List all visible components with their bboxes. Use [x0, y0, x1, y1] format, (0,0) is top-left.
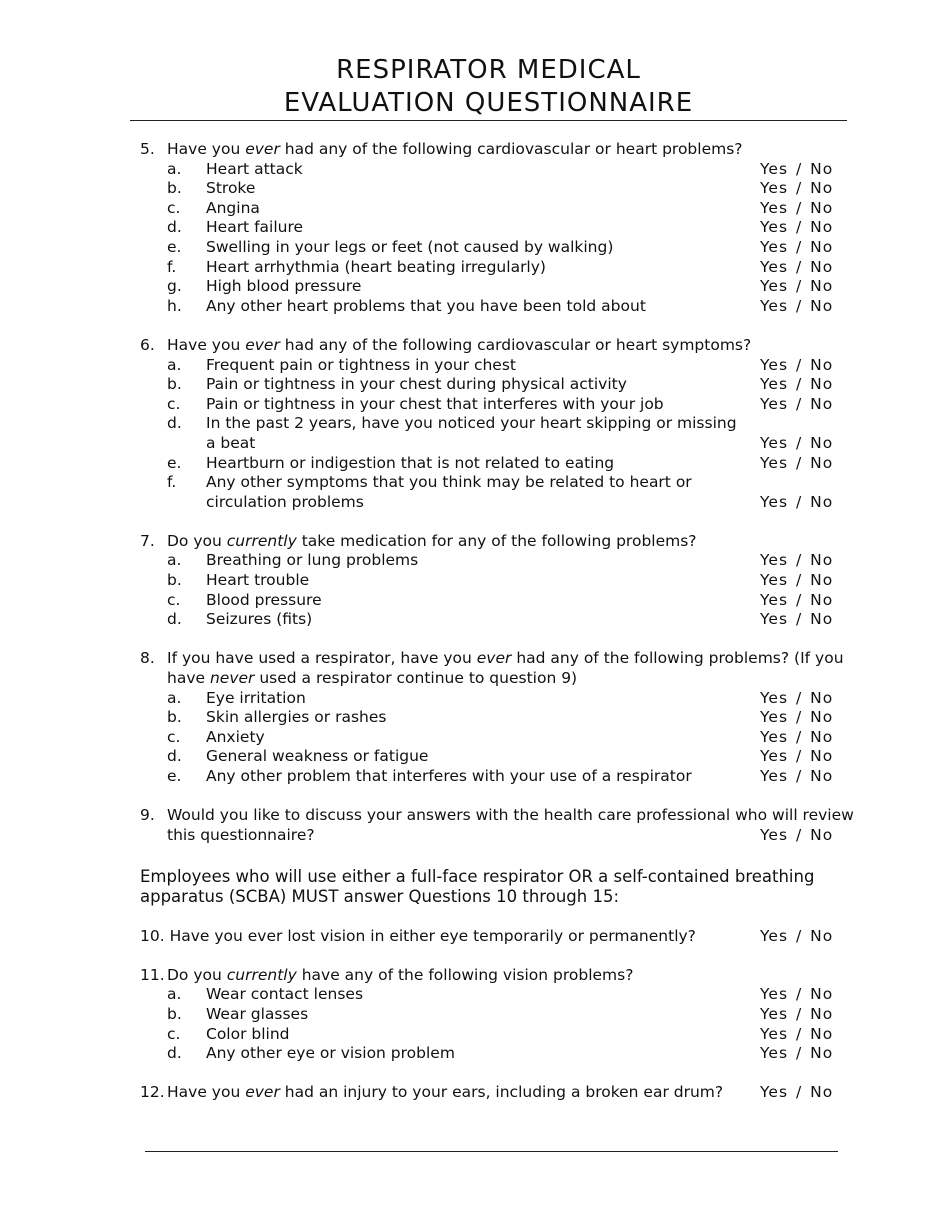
- q5-item-g: g. High blood pressure Yes / No: [167, 277, 834, 296]
- yes-no-answer[interactable]: Yes / No: [760, 1024, 834, 1043]
- q6-item-a: a. Frequent pain or tightness in your chest Yes / No: [167, 355, 834, 374]
- yes-no-answer[interactable]: Yes / No: [760, 375, 834, 394]
- q6-item-e: e. Heartburn or indigestion that is not related to eating Yes / No: [167, 453, 834, 472]
- yes-no-answer[interactable]: Yes / No: [760, 926, 834, 945]
- yes-no-answer[interactable]: Yes / No: [760, 179, 834, 198]
- yes-no-answer[interactable]: Yes / No: [760, 727, 834, 746]
- q6-item-f: f. Any other symptoms that you think may be related to heart or: [167, 473, 692, 492]
- yes-no-answer[interactable]: Yes / No: [760, 394, 834, 413]
- question-number: 5.: [140, 140, 155, 158]
- question-5: 5. Have you ever had any of the following cardiovascular or heart problems?: [140, 140, 743, 158]
- title-divider: [130, 120, 847, 121]
- q6-item-d-cont: a beat Yes / No: [206, 433, 834, 452]
- q7-item-c: c. Blood pressure Yes / No: [167, 590, 834, 609]
- yes-no-answer[interactable]: Yes / No: [760, 825, 834, 844]
- yes-no-answer[interactable]: Yes / No: [760, 985, 834, 1004]
- q11-item-c: c. Color blind Yes / No: [167, 1024, 834, 1043]
- yes-no-answer[interactable]: Yes / No: [760, 1004, 834, 1023]
- title-line-2: EVALUATION QUESTIONNAIRE: [283, 88, 694, 118]
- yes-no-answer[interactable]: Yes / No: [760, 1083, 834, 1102]
- q6-item-b: b. Pain or tightness in your chest during physical activity Yes / No: [167, 375, 834, 394]
- q11-item-b: b. Wear glasses Yes / No: [167, 1004, 834, 1023]
- q7-item-d: d. Seizures (fits) Yes / No: [167, 610, 834, 629]
- q8-item-e: e. Any other problem that interferes with your use of a respirator Yes / No: [167, 767, 834, 785]
- q5-item-a: a. Heart attack Yes / No: [167, 159, 834, 178]
- yes-no-answer[interactable]: Yes / No: [760, 747, 834, 766]
- question-number: 9.: [140, 806, 155, 825]
- q8-item-a: a. Eye irritation Yes / No: [167, 688, 834, 707]
- question-7: 7. Do you currently take medication for any of the following problems?: [140, 531, 697, 550]
- yes-no-answer[interactable]: Yes / No: [760, 767, 834, 785]
- yes-no-answer[interactable]: Yes / No: [760, 610, 834, 629]
- yes-no-answer[interactable]: Yes / No: [760, 433, 834, 452]
- yes-no-answer[interactable]: Yes / No: [760, 296, 834, 315]
- question-number: 11.: [140, 965, 165, 984]
- question-11: 11. Do you currently have any of the following vision problems?: [140, 965, 634, 984]
- title-line-1: RESPIRATOR MEDICAL: [336, 55, 641, 85]
- q6-item-f-cont: circulation problems Yes / No: [206, 492, 834, 511]
- scba-notice: Employees who will use either a full-face respirator OR a self-contained breathing apparatus (SCBA) MUST answer Questions 10 through 15:: [140, 866, 815, 906]
- question-9: 9. Would you like to discuss your answers with the health care professional who will review: [140, 806, 854, 825]
- yes-no-answer[interactable]: Yes / No: [760, 571, 834, 590]
- yes-no-answer[interactable]: Yes / No: [760, 159, 834, 178]
- q5-item-h: h. Any other heart problems that you have been told about Yes / No: [167, 296, 834, 315]
- page-title: [130, 54, 847, 120]
- yes-no-answer[interactable]: Yes / No: [760, 355, 834, 374]
- question-number: 8.: [140, 649, 155, 668]
- yes-no-answer[interactable]: Yes / No: [760, 551, 834, 570]
- q6-item-d: d. In the past 2 years, have you noticed your heart skipping or missing: [167, 414, 737, 433]
- question-number: 12.: [140, 1083, 165, 1102]
- q8-item-d: d. General weakness or fatigue Yes / No: [167, 747, 834, 766]
- yes-no-answer[interactable]: Yes / No: [760, 237, 834, 256]
- question-8: 8. If you have used a respirator, have you ever had any of the following problems? (If you: [140, 649, 844, 668]
- yes-no-answer[interactable]: Yes / No: [760, 1044, 834, 1063]
- question-9-cont: this questionnaire? Yes / No: [167, 825, 834, 844]
- question-12: 12. Have you ever had an injury to your ears, including a broken ear drum? Yes / No: [140, 1083, 834, 1102]
- yes-no-answer[interactable]: Yes / No: [760, 492, 834, 511]
- q5-item-d: d. Heart failure Yes / No: [167, 218, 834, 237]
- question-8-cont: have never used a respirator continue to question 9): [167, 669, 578, 688]
- yes-no-answer[interactable]: Yes / No: [760, 218, 834, 237]
- yes-no-answer[interactable]: Yes / No: [760, 688, 834, 707]
- questionnaire-body: [140, 140, 854, 1103]
- question-number: 6.: [140, 335, 155, 354]
- yes-no-answer[interactable]: Yes / No: [760, 708, 834, 727]
- yes-no-answer[interactable]: Yes / No: [760, 453, 834, 472]
- q8-item-c: c. Anxiety Yes / No: [167, 727, 834, 746]
- q5-item-e: e. Swelling in your legs or feet (not caused by walking) Yes / No: [167, 237, 834, 256]
- footer-divider: [145, 1151, 838, 1152]
- q6-item-c: c. Pain or tightness in your chest that interferes with your job Yes / No: [167, 394, 834, 413]
- q5-item-b: b. Stroke Yes / No: [167, 179, 834, 198]
- q7-item-a: a. Breathing or lung problems Yes / No: [167, 551, 834, 570]
- yes-no-answer[interactable]: Yes / No: [760, 198, 834, 217]
- question-number: 7.: [140, 531, 155, 550]
- q5-item-c: c. Angina Yes / No: [167, 198, 834, 217]
- yes-no-answer[interactable]: Yes / No: [760, 590, 834, 609]
- yes-no-answer[interactable]: Yes / No: [760, 277, 834, 296]
- yes-no-answer[interactable]: Yes / No: [760, 257, 834, 276]
- q11-item-d: d. Any other eye or vision problem Yes / No: [167, 1044, 834, 1063]
- q8-item-b: b. Skin allergies or rashes Yes / No: [167, 708, 834, 727]
- q11-item-a: a. Wear contact lenses Yes / No: [167, 985, 834, 1004]
- question-6: 6. Have you ever had any of the following cardiovascular or heart symptoms?: [140, 335, 752, 354]
- question-10: 10. Have you ever lost vision in either eye temporarily or permanently? Yes / No: [140, 926, 834, 945]
- q7-item-b: b. Heart trouble Yes / No: [167, 571, 834, 590]
- q5-item-f: f. Heart arrhythmia (heart beating irregularly) Yes / No: [167, 257, 834, 276]
